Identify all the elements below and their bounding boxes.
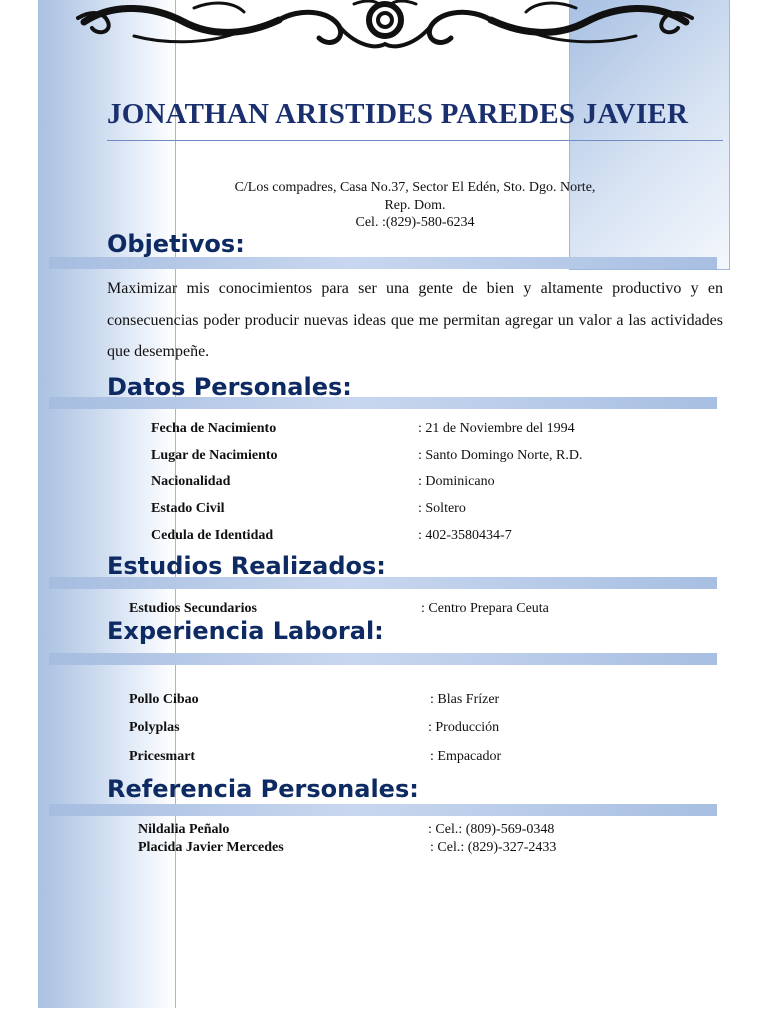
referencia-label: Nildalia Peñalo [138, 822, 230, 837]
section-bar-experiencia [49, 653, 717, 665]
heading-objetivos: Objetivos: [107, 230, 245, 258]
datos-label: Lugar de Nacimiento [151, 448, 278, 463]
datos-label: Estado Civil [151, 501, 225, 516]
datos-value: : Dominicano [418, 474, 495, 489]
referencia-value: : Cel.: (829)-327-2433 [430, 840, 557, 855]
experiencia-label: Polyplas [129, 720, 180, 735]
datos-label: Cedula de Identidad [151, 528, 274, 543]
experiencia-label: Pollo Cibao [129, 692, 199, 707]
candidate-name: JONATHAN ARISTIDES PAREDES JAVIER [107, 98, 689, 130]
estudios-value: : Centro Prepara Ceuta [421, 601, 549, 616]
datos-value: : 21 de Noviembre del 1994 [418, 421, 575, 436]
referencia-value: : Cel.: (809)-569-0348 [428, 822, 555, 837]
name-divider [107, 140, 723, 141]
referencia-label: Placida Javier Mercedes [138, 840, 284, 855]
section-bar-objetivos [49, 257, 717, 269]
contact-block [107, 179, 723, 232]
datos-value: : 402-3580434-7 [418, 528, 512, 543]
ornament-flourish-icon [74, 0, 696, 56]
experiencia-value: : Empacador [430, 749, 502, 764]
datos-value: : Soltero [418, 501, 466, 516]
heading-estudios-realizados: Estudios Realizados: [107, 552, 386, 580]
experiencia-value: : Producción [428, 720, 500, 735]
datos-label: Fecha de Nacimiento [151, 421, 277, 436]
experiencia-label: Pricesmart [129, 749, 196, 764]
datos-value: : Santo Domingo Norte, R.D. [418, 448, 583, 463]
estudios-label: Estudios Secundarios [129, 601, 257, 616]
heading-experiencia-laboral: Experiencia Laboral: [107, 617, 384, 645]
address-line-1: C/Los compadres, Casa No.37, Sector El Edén, Sto. Dgo. Norte, [234, 180, 596, 195]
objective-text: Maximizar mis conocimientos para ser una gente de bien y altamente productivo y en consecuencias poder producir nuevas ideas que me permitan agregar un valor a las actividades que desempeñe. [107, 280, 723, 360]
experiencia-value: : Blas Frízer [430, 692, 500, 707]
heading-datos-personales: Datos Personales: [107, 373, 352, 401]
phone-line: Cel. :(829)-580-6234 [355, 215, 475, 230]
section-bar-referencias [49, 804, 717, 816]
heading-referencia-personales: Referencia Personales: [107, 775, 419, 803]
datos-label: Nacionalidad [151, 474, 231, 489]
address-line-2: Rep. Dom. [384, 197, 446, 213]
